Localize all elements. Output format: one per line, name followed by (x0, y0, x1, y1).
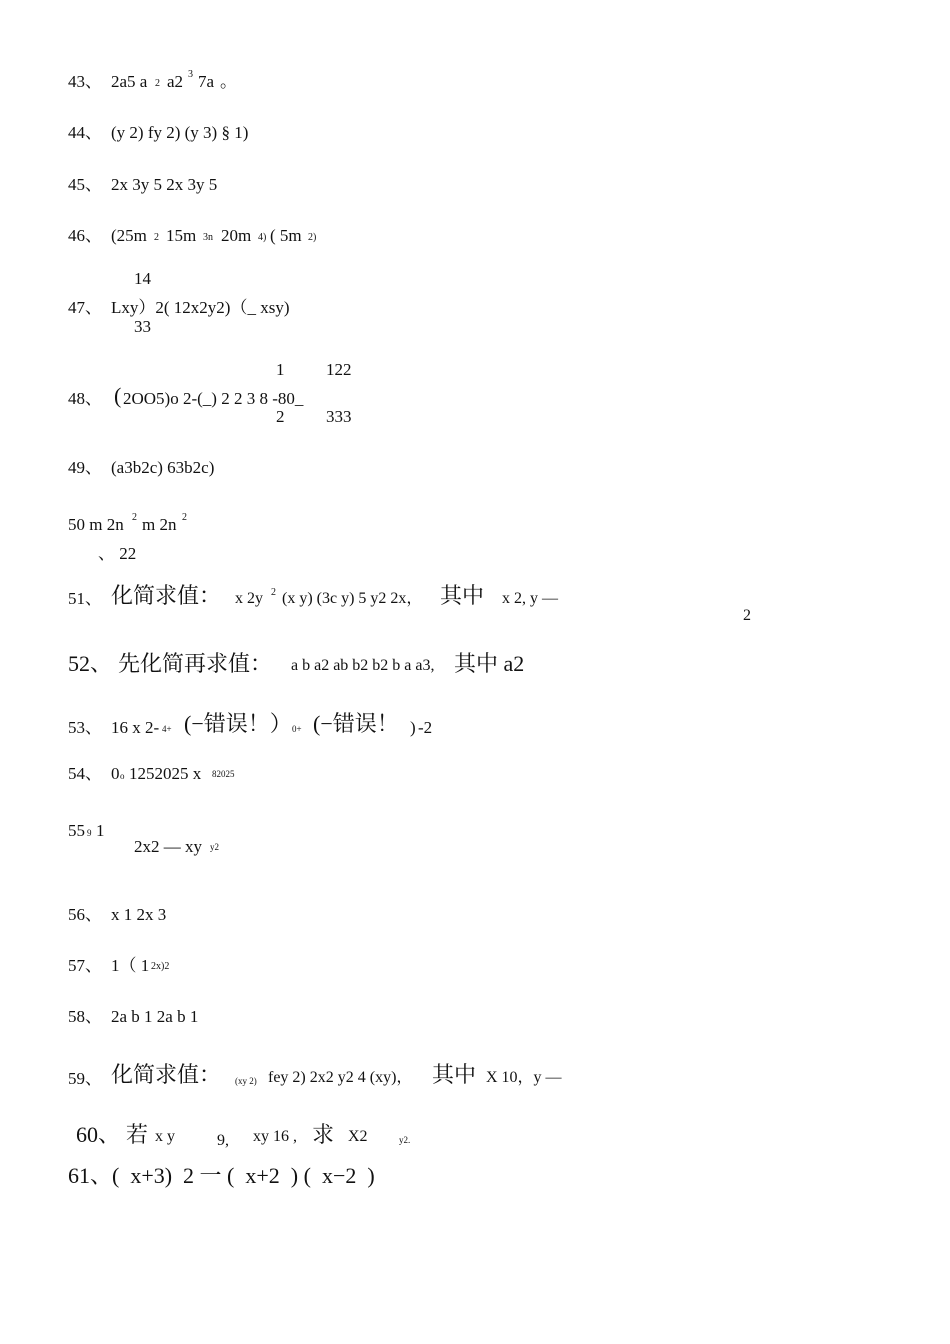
problem-45-expr: 2x 3y 5 2x 3y 5 (111, 175, 218, 194)
problem-53-error-1: (−错误！） (184, 711, 292, 736)
problem-43-expr: 2a5 a (111, 72, 148, 91)
problem-61-expr: 61、( x+3) 2 一 ( x+2 ) ( x−2 ) (68, 1163, 375, 1188)
problem-43-sup: 3 (188, 69, 193, 80)
problem-51-values: x 2, y — (502, 590, 558, 607)
problem-53-exp: -2 (418, 718, 433, 737)
problem-52-instruction: 先化简再求值： (118, 651, 273, 676)
problem-51-expr-2: (x y) (3c y) 5 y2 2x， (282, 590, 423, 607)
problem-50-sup-1: 2 (132, 512, 137, 523)
problem-46-number: 46、 (68, 226, 102, 245)
problem-59-expr: fey 2) 2x2 y2 4 (xy)， (268, 1069, 413, 1086)
problem-54-sub-2: 82025 (212, 769, 235, 779)
problem-53-paren: ) (410, 718, 416, 737)
problem-46-sub-3: 4) (258, 232, 267, 243)
problem-48-denominator-1: 2 (276, 407, 285, 426)
problem-59-number: 59、 (68, 1069, 102, 1088)
problem-52-number: 52、 (68, 651, 113, 676)
problem-48-denominator-2: 333 (326, 407, 352, 426)
problem-60-if: 若 (126, 1122, 149, 1147)
problem-53-sub-1: 4+ (162, 724, 172, 734)
problem-58-number: 58、 (68, 1007, 102, 1026)
problem-55-expr: 2x2 — xy (134, 837, 202, 856)
problem-48-numerator-2: 122 (326, 360, 352, 379)
problem-44-expr: (y 2) fy 2) (y 3) § 1) (111, 123, 249, 142)
problem-60-target: X2 (348, 1128, 368, 1145)
problem-59-instruction: 化简求值： (111, 1062, 222, 1087)
problem-43-sub: 2 (155, 78, 160, 89)
problem-47-expr: Lxy）2( 12x2y2)（_ xsy) (111, 298, 290, 317)
problem-55-coef: 1 (96, 821, 105, 840)
problem-51-denominator: 2 (743, 607, 751, 624)
problem-43-number: 43、 (68, 72, 102, 91)
problem-50-expr: 50 m 2n (68, 515, 124, 534)
problem-49-expr: (a3b2c) 63b2c) (111, 458, 215, 477)
problem-60-sub: y2. (399, 1135, 411, 1145)
problem-56-number: 56、 (68, 905, 102, 924)
problem-50-expr-2: m 2n (142, 515, 177, 534)
problem-46-sub-1: 2 (154, 232, 159, 243)
problem-52-where: 其中 a2 (454, 651, 525, 676)
problem-60-expr: x y (155, 1128, 175, 1145)
problem-57-expr: 1（ 1 (111, 956, 150, 975)
problem-60-value-1: 9, (217, 1132, 229, 1149)
problem-45-number: 45、 (68, 175, 102, 194)
problem-50-sup-2: 2 (182, 512, 187, 523)
problem-48-number: 48、 (68, 389, 102, 408)
problem-44-number: 44、 (68, 123, 102, 142)
problem-54-sub: o (120, 771, 125, 781)
problem-52-expr: a b a2 ab b2 b2 b a a3, (291, 657, 435, 674)
problem-58-expr: 2a b 1 2a b 1 (111, 1007, 199, 1026)
problem-55-sub-2: y2 (210, 842, 219, 852)
problem-46-expr-2: 15m (166, 226, 197, 245)
problem-51-number: 51、 (68, 589, 102, 608)
problem-43-expr-3: 7a (198, 72, 215, 91)
problem-55-number: 55 (68, 821, 85, 840)
problem-57-sub: 2x)2 (151, 961, 170, 972)
problem-60-find: 求 (312, 1122, 335, 1147)
problem-60-expr-2: xy 16 , (253, 1128, 297, 1145)
problem-51-instruction: 化简求值： (111, 583, 222, 608)
problem-47-denominator: 33 (134, 317, 151, 336)
problem-46-expr-4: ( 5m (270, 226, 302, 245)
problem-53-number: 53、 (68, 718, 102, 737)
problem-48-expr: 2OO5)o 2-(_) 2 2 3 8 -80_ (123, 389, 304, 408)
problem-43-end: 。 (220, 72, 237, 91)
problem-53-expr: 16 x 2- (111, 718, 160, 737)
problem-51-sup: 2 (271, 587, 276, 598)
problem-43-expr-2: a2 (167, 72, 184, 91)
problem-54-expr: 0 (111, 764, 120, 783)
problem-46-expr-3: 20m (221, 226, 252, 245)
problem-55-sub: 9 (87, 828, 92, 838)
problem-59-sub: (xy 2) (235, 1076, 257, 1086)
problem-53-error-2: (−错误！ (313, 711, 399, 736)
problem-47-number: 47、 (68, 298, 102, 317)
problem-50-number-tail: 、 22 (98, 544, 137, 563)
problem-53-sub-2: 0+ (292, 724, 302, 734)
problem-60-number: 60、 (76, 1122, 121, 1147)
problem-46-sub-4: 2) (308, 232, 317, 243)
problem-59-where: 其中 (432, 1062, 477, 1087)
problem-54-number: 54、 (68, 764, 102, 783)
problem-46-sub-2: 3n (203, 232, 213, 243)
problem-59-values: X 10，y — (486, 1069, 562, 1086)
problem-46-expr: (25m (111, 226, 147, 245)
problem-57-number: 57、 (68, 956, 102, 975)
problem-47-numerator: 14 (134, 269, 151, 288)
problem-51-expr: x 2y (235, 590, 263, 607)
problem-48-paren: ( (114, 383, 122, 408)
problem-56-expr: x 1 2x 3 (111, 905, 167, 924)
problem-54-expr-2: 1252025 x (129, 764, 202, 783)
problem-49-number: 49、 (68, 458, 102, 477)
problem-51-where: 其中 (440, 583, 485, 608)
problem-48-numerator-1: 1 (276, 360, 285, 379)
